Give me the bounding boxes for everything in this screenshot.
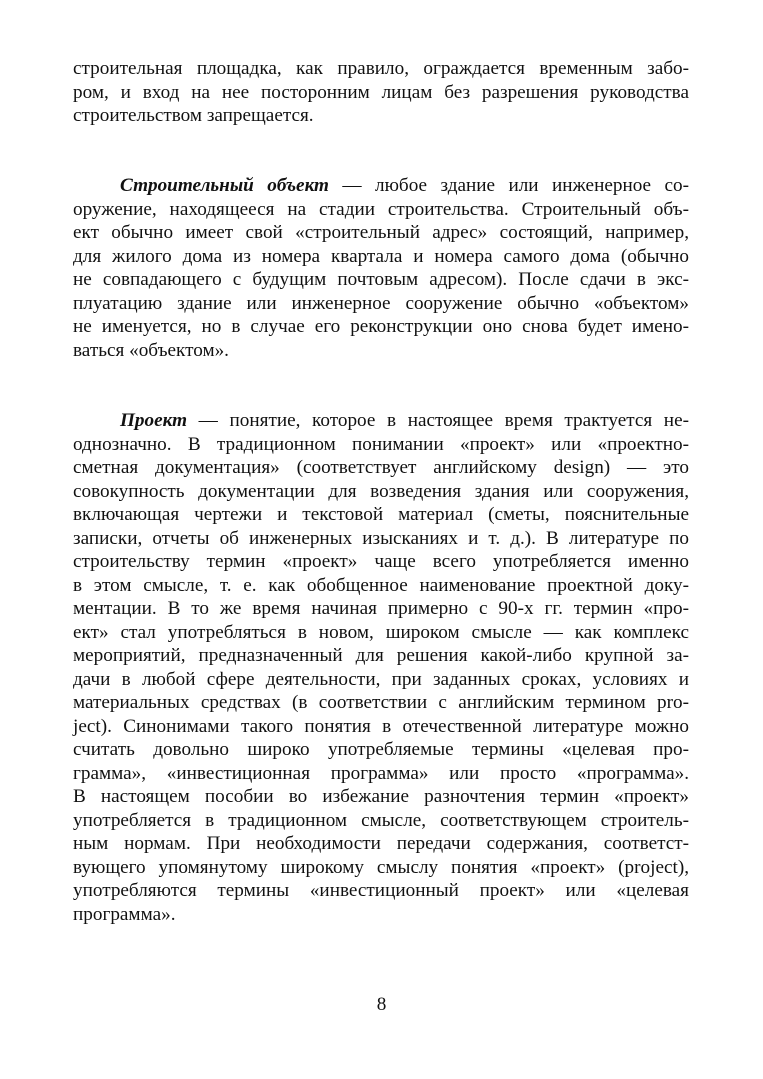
- text-line: строительством запрещается.: [73, 105, 314, 126]
- text-line: ваться «объектом».: [73, 340, 229, 361]
- text-line: программа».: [73, 904, 176, 925]
- text-line: мероприятий, предназначенный для решения какой-либо крупной за-: [73, 645, 689, 666]
- text-line: для жилого дома из номера квартала и номера самого дома (обычно: [73, 246, 689, 267]
- text-line: материальных средствах (в соответствии с английским термином pro-: [73, 692, 689, 713]
- text-line: употребляется в традиционном смысле, соответствующем строитель-: [73, 810, 689, 831]
- text-line: вующего упомянутому широкому смыслу понятия «проект» (project),: [73, 857, 689, 878]
- text-line: совокупность документации для возведения здания или сооружения,: [73, 481, 689, 502]
- text-line: употребляются термины «инвестиционный проект» или «целевая: [73, 880, 689, 901]
- text-line-with-term: [120, 174, 689, 198]
- text-line: записки, отчеты об инженерных изысканиях и т. д.). В литературе по: [73, 528, 689, 549]
- text-line: ментации. В то же время начиная примерно с 90-х гг. термин «про-: [73, 598, 689, 619]
- text-line: ект обычно имеет свой «строительный адрес» состоящий, например,: [73, 222, 689, 243]
- text-line: плуатацию здание или инженерное сооружение обычно «объектом»: [73, 293, 689, 314]
- text-fragment: — понятие, которое в настоящее время трактуется не-: [187, 410, 689, 431]
- text-line: дачи в любой сфере деятельности, при заданных сроках, условиях и: [73, 669, 689, 690]
- text-line: включающая чертежи и текстовой материал (сметы, пояснительные: [73, 504, 689, 525]
- page-number: 8: [376, 994, 387, 1015]
- text-line: не именуется, но в случае его реконструкции оно снова будет имено-: [73, 316, 689, 337]
- text-line: однозначно. В традиционном понимании «проект» или «проектно-: [73, 434, 689, 455]
- text-line: строительству термин «проект» чаще всего употребляется именно: [73, 551, 689, 572]
- text-line: ект» стал употребляться в новом, широком смысле — как комплекс: [73, 622, 689, 643]
- text-line: оружение, находящееся на стадии строительства. Строительный объ-: [73, 199, 689, 220]
- text-line: В настоящем пособии во избежание разночтения термин «проект»: [73, 786, 689, 807]
- text-line: ject). Синонимами такого понятия в отечественной литературе можно: [73, 716, 689, 737]
- text-fragment: — любое здание или инженерное со-: [328, 175, 689, 196]
- defined-term: Строительный объект: [120, 175, 329, 196]
- text-line: ным нормам. При необходимости передачи содержания, соответст-: [73, 833, 689, 854]
- text-line-with-term: [120, 409, 689, 433]
- text-line: ром, и вход на нее посторонним лицам без разрешения руководства: [73, 82, 689, 103]
- text-line: не совпадающего с будущим почтовым адресом). После сдачи в экс-: [73, 269, 689, 290]
- text-line: считать довольно широко употребляемые термины «целевая про-: [73, 739, 689, 760]
- text-line: строительная площадка, как правило, ограждается временным забо-: [73, 58, 689, 79]
- defined-term: Проект: [120, 410, 188, 431]
- text-line: сметная документация» (соответствует английскому design) — это: [73, 457, 689, 478]
- text-line: грамма», «инвестиционная программа» или просто «программа».: [73, 763, 689, 784]
- text-line: в этом смысле, т. е. как обобщенное наименование проектной доку-: [73, 575, 689, 596]
